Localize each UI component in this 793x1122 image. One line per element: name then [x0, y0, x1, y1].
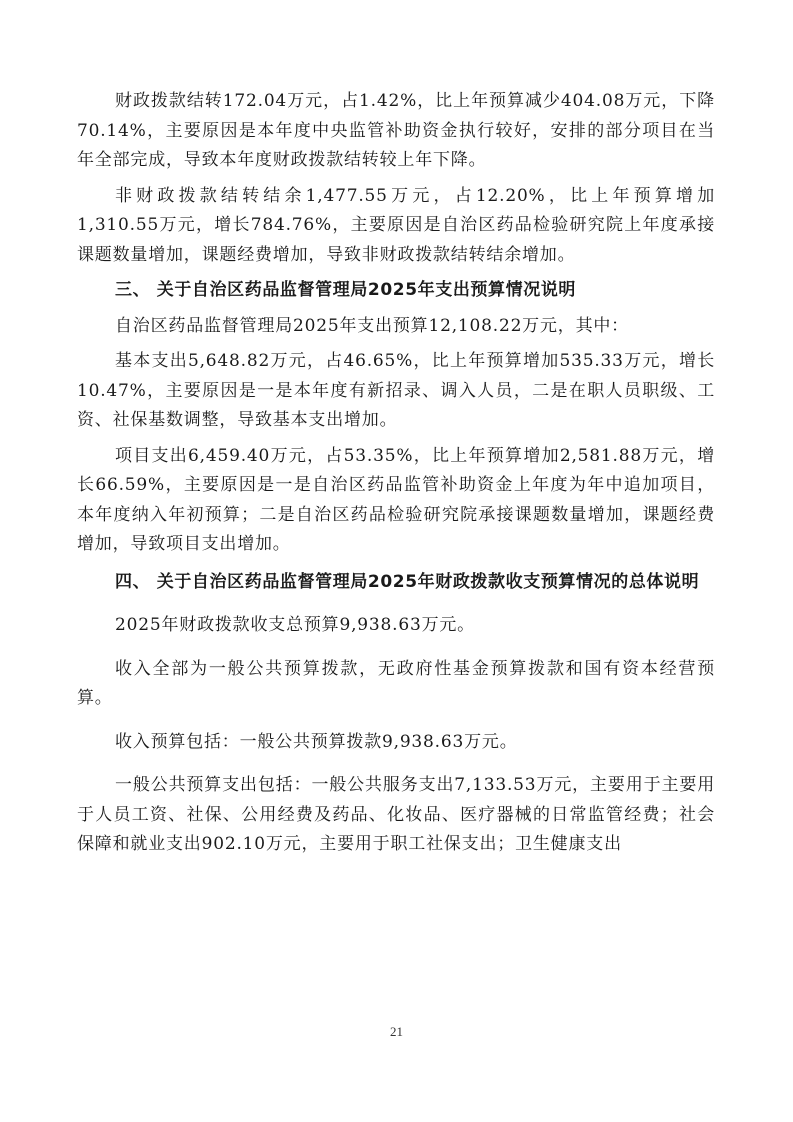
page-body	[77, 87, 715, 860]
page-number: 21	[390, 1024, 403, 1039]
paragraph-project-expenditure: 项目支出6,459.40万元，占53.35%，比上年预算增加2,581.88万元，增长66.59%，主要原因是一是自治区药品监管补助资金上年度为年中追加项目，本年度纳入年初预算；二是自治区药品检验研究院承接课题数量增加，课题经费增加，导致项目支出增加。	[77, 445, 715, 554]
paragraph-fiscal-carryover: 财政拨款结转172.04万元，占1.42%，比上年预算减少404.08万元，下降70.14%，主要原因是本年度中央监管补助资金执行较好，安排的部分项目在当年全部完成，导致本年度财政拨款结转较上年下降。	[77, 91, 715, 170]
paragraph-nonfiscal-carryover: 非财政拨款结转结余1,477.55万元，占12.20%，比上年预算增加1,310.55万元，增长784.76%，主要原因是自治区药品检验研究院上年度承接课题数量增加，课题经费增加，导致非财政拨款结转结余增加。	[77, 185, 715, 265]
paragraph-general-expenditure: 一般公共预算支出包括：一般公共服务支出7,133.53万元，主要用于主要用于人员工资、社保、公用经费及药品、化妆品、医疗器械的日常监管经费；社会保障和就业支出902.10万元，主要用于职工社保支出；卫生健康支出	[77, 775, 715, 854]
section-heading-4: 四、 关于自治区药品监督管理局2025年财政拨款收支预算情况的总体说明	[115, 571, 700, 592]
paragraph-income-budget: 收入预算包括：一般公共预算拨款9,938.63万元。	[115, 731, 518, 752]
paragraph-expenditure-total: 自治区药品监督管理局2025年支出预算12,108.22万元，其中：	[115, 315, 629, 336]
section-heading-3: 三、 关于自治区药品监督管理局2025年支出预算情况说明	[115, 280, 577, 300]
paragraph-income-source: 收入全部为一般公共预算拨款，无政府性基金预算拨款和国有资本经营预算。	[77, 658, 715, 708]
paragraph-basic-expenditure: 基本支出5,648.82万元，占46.65%，比上年预算增加535.33万元，增长10.47%，主要原因是一是本年度有新招录、调入人员，二是在职人员职级、工资、社保基数调整，导致基本支出增加。	[77, 351, 715, 430]
paragraph-fiscal-total: 2025年财政拨款收支总预算9,938.63万元。	[115, 615, 475, 635]
